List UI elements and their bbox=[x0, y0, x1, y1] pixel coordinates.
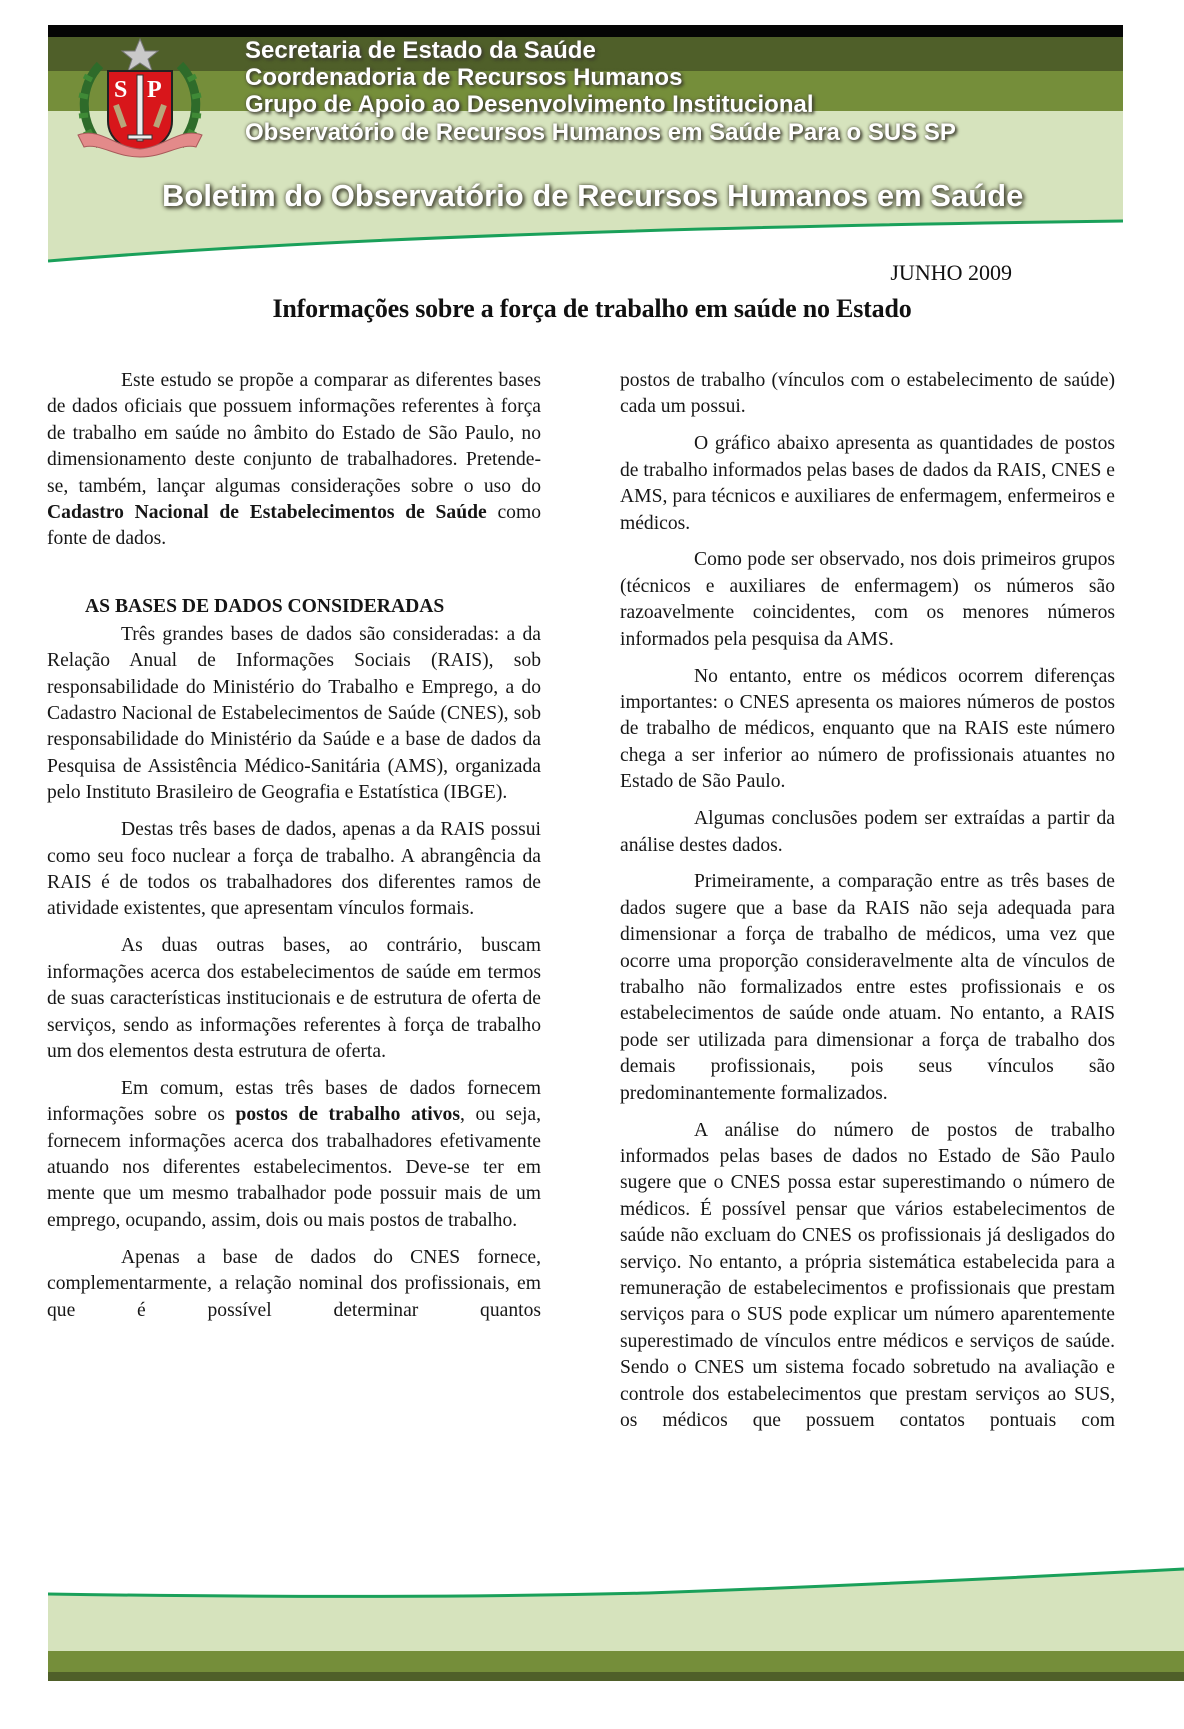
org-line-grupo-apoio: Grupo de Apoio ao Desenvolvimento Institucional bbox=[245, 91, 814, 118]
bulletin-header bbox=[48, 25, 1123, 265]
p4-text: Em comum, estas três bases de dados fornecem informações sobre os bbox=[47, 1077, 541, 1126]
bulletin-footer bbox=[48, 1560, 1184, 1685]
paragraph-observado: Como pode ser observado, nos dois primeiros grupos (técnicos e auxiliares de enfermagem) os números são razoavelmente coincidentes, com os menores números informados pela pesquisa da AMS. bbox=[620, 549, 1115, 650]
paragraph-continued: postos de trabalho (vínculos com o estabelecimento de saúde) cada um possui. bbox=[620, 370, 1115, 418]
paragraph-postos-trabalho bbox=[47, 1076, 541, 1234]
org-line-observatorio: Observatório de Recursos Humanos em Saúde Para o SUS SP bbox=[245, 119, 956, 146]
intro-paragraph bbox=[47, 368, 541, 553]
org-line-coordenadoria: Coordenadoria de Recursos Humanos bbox=[245, 64, 683, 91]
paragraph-grafico: O gráfico abaixo apresenta as quantidades de postos de trabalho informados pelas bases de dados da RAIS, CNES e AMS, para técnicos e auxiliares de enfermagem, enfermeiros e médicos. bbox=[620, 433, 1115, 534]
issue-date: JUNHO 2009 bbox=[890, 260, 1012, 285]
paragraph-cnes-nominal: Apenas a base de dados do CNES fornece, complementarmente, a relação nominal dos profissionais, em que é possível determinar quantos bbox=[47, 1246, 541, 1321]
bulletin-title: Boletim do Observatório de Recursos Humanos em Saúde bbox=[162, 178, 1024, 213]
right-column bbox=[620, 368, 1115, 1445]
section-heading: AS BASES DE DADOS CONSIDERADAS bbox=[85, 595, 445, 617]
org-line-secretaria: Secretaria de Estado da Saúde bbox=[245, 37, 596, 64]
p4-text-end: , ou seja, fornecem informações acerca dos trabalhadores efetivamente atuando nos diferentes estabelecimentos. Deve-se ter em mente que um mesmo trabalhador pode possuir mais de um emprego, ocupando, assim, dois ou mais postos de trabalho. bbox=[47, 1104, 542, 1231]
p4-bold-postos: postos de trabalho ativos bbox=[235, 1104, 460, 1126]
article-title: Informações sobre a força de trabalho em saúde no Estado bbox=[272, 294, 912, 323]
sao-paulo-crest-logo bbox=[70, 35, 210, 165]
paragraph-primeiramente: Primeiramente, a comparação entre as três bases de dados sugere que a base da RAIS não seja adequada para dimensionar a força de trabalho de médicos, uma vez que ocorre uma proporção consideravelmente alta de vínculos de trabalho não formalizados entre estes profissionais e os estabelecimentos de saúde onde atuam. No entanto, a RAIS pode ser utilizada para dimensionar a força de trabalho dos demais profissionais, pois seus vínculos são predominantemente formalizados. bbox=[620, 871, 1115, 1104]
footer-light-band bbox=[48, 1569, 1184, 1651]
intro-bold-cnes: Cadastro Nacional de Estabelecimentos de Saúde bbox=[47, 502, 487, 524]
footer-mid-band bbox=[48, 1651, 1184, 1672]
intro-text-end: como fonte de dados. bbox=[47, 502, 541, 550]
footer-dark-band bbox=[48, 1672, 1184, 1681]
svg-text:S: S bbox=[114, 77, 128, 103]
paragraph-analise-cnes: A análise do número de postos de trabalho informados pelas bases de dados no Estado de São Paulo sugere que o CNES possa estar superestimando o número de médicos. É possível pensar que vários estabelecimentos de saúde não excluam do CNES os profissionais já desligados do serviço. No entanto, a própria sistemática estabelecida para a remuneração de estabelecimentos e profissionais que prestam serviços para o SUS pode explicar um número aparentemente superestimado de vínculos entre médicos e serviços de saúde. Sendo o CNES um sistema focado sobretudo na avaliação e controle dos estabelecimentos que prestam serviços ao SUS, os médicos que possuem contatos pontuais com bbox=[620, 1119, 1115, 1432]
paragraph-bases: Três grandes bases de dados são consideradas: a da Relação Anual de Informações Sociais (RAIS), sob responsabilidade do Ministério do Trabalho e Emprego, a do Cadastro Nacional de Estabelecimentos de Saúde (CNES), sob responsabilidade do Ministério da Saúde e a base de dados da Pesquisa de Assistência Médico-Sanitária (AMS), organizada pelo Instituto Brasileiro de Geografia e Estatística (IBGE). bbox=[47, 623, 541, 804]
svg-text:P: P bbox=[147, 77, 162, 103]
paragraph-conclusoes: Algumas conclusões podem ser extraídas a partir da análise destes dados. bbox=[620, 808, 1115, 856]
left-column bbox=[47, 368, 541, 1335]
paragraph-medicos-diferencas: No entanto, entre os médicos ocorrem diferenças importantes: o CNES apresenta os maiores números de postos de trabalho de médicos, enquanto que na RAIS este número chega a ser inferior ao número de profissionais atuantes no Estado de São Paulo. bbox=[620, 665, 1115, 793]
paragraph-other-bases: As duas outras bases, ao contrário, buscam informações acerca dos estabelecimentos de saúde em termos de suas características institucionais e de estrutura de oferta de serviços, sendo as informações referentes à força de trabalho um dos elementos desta estrutura de oferta. bbox=[47, 935, 541, 1062]
paragraph-rais-focus: Destas três bases de dados, apenas a da RAIS possui como seu foco nuclear a força de trabalho. A abrangência da RAIS é de todos os trabalhadores dos diferentes ramos de atividade existentes, que apresentam vínculos formais. bbox=[47, 819, 541, 920]
intro-text: Este estudo se propõe a comparar as diferentes bases de dados oficiais que possuem informações referentes à força de trabalho em saúde no âmbito do Estado de São Paulo, no dimensionamento deste conjunto de trabalhadores. Pretende-se, também, lançar algumas considerações sobre o uso do bbox=[47, 370, 541, 497]
